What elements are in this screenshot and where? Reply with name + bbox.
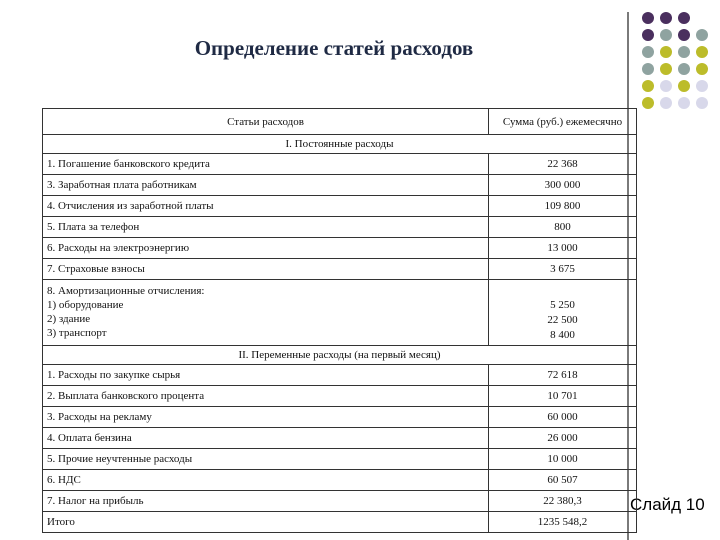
decorative-dot [642,63,654,75]
decorative-dot [696,46,708,58]
table-row [43,470,637,491]
row-value: 1235 548,2 [489,512,637,533]
amortization-line: 8. Амортизационные отчисления: [47,285,205,297]
row-item: 2. Выплата банковского процента [43,386,489,407]
decorative-dot [678,80,690,92]
decorative-dot [696,63,708,75]
expense-table [42,108,637,533]
row-item: Итого [43,512,489,533]
row-item: 7. Налог на прибыль [43,491,489,512]
slide-number: Слайд 10 [630,495,705,514]
row-value: 60 507 [489,470,637,491]
header-value: Сумма (руб.) ежемесячно [489,109,637,135]
row-value: 10 000 [489,449,637,470]
decorative-dot [642,97,654,109]
table-header-row [43,109,637,135]
table-row [43,491,637,512]
decorative-dot [660,46,672,58]
decorative-dot [660,97,672,109]
decorative-dot [678,46,690,58]
amortization-line: 2) здание [47,313,91,325]
table-row [43,259,637,280]
decorative-dot [678,63,690,75]
row-value: 60 000 [489,407,637,428]
row-item [43,280,489,346]
table-row [43,196,637,217]
section-row [43,346,637,365]
decorative-dot [660,12,672,24]
row-item: 1. Погашение банковского кредита [43,154,489,175]
row-value: 3 675 [489,259,637,280]
table-row-amortization [43,280,637,346]
row-value: 13 000 [489,238,637,259]
table-row [43,386,637,407]
dot-grid-decoration [640,10,720,120]
decorative-dot [696,29,708,41]
amortization-value: 5 250 [550,299,575,311]
section-row [43,135,637,154]
table-row [43,449,637,470]
decorative-dot [678,29,690,41]
table-row [43,238,637,259]
row-item: 5. Плата за телефон [43,217,489,238]
row-value: 26 000 [489,428,637,449]
row-value: 300 000 [489,175,637,196]
decorative-dot [642,29,654,41]
row-item: 3. Расходы на рекламу [43,407,489,428]
decorative-dot [660,63,672,75]
header-item: Статьи расходов [43,109,489,135]
amortization-value: 22 500 [547,314,578,326]
row-value: 22 380,3 [489,491,637,512]
table-row [43,407,637,428]
row-item: 6. НДС [43,470,489,491]
slide-title: Определение статей расходов [194,36,474,60]
decorative-dot [660,29,672,41]
row-item: 6. Расходы на электроэнергию [43,238,489,259]
decorative-dot [678,12,690,24]
row-item: 4. Отчисления из заработной платы [43,196,489,217]
row-value: 800 [489,217,637,238]
decorative-dot [696,97,708,109]
row-value: 22 368 [489,154,637,175]
decorative-dot [696,80,708,92]
row-value: 10 701 [489,386,637,407]
table-row [43,175,637,196]
decorative-dot [678,97,690,109]
amortization-line: 3) транспорт [47,327,107,339]
row-item: 4. Оплата бензина [43,428,489,449]
decorative-dot [642,12,654,24]
decorative-dot [642,80,654,92]
section-title: II. Переменные расходы (на первый месяц) [43,346,637,365]
row-item: 5. Прочие неучтенные расходы [43,449,489,470]
row-value: 109 800 [489,196,637,217]
amortization-value: 8 400 [550,329,575,341]
decorative-dot [660,80,672,92]
table-row [43,365,637,386]
row-item: 7. Страховые взносы [43,259,489,280]
row-item: 1. Расходы по закупке сырья [43,365,489,386]
table-row [43,428,637,449]
table-row [43,217,637,238]
amortization-line: 1) оборудование [47,299,124,311]
table-row [43,154,637,175]
decorative-dot [642,46,654,58]
row-value [489,280,637,346]
table-row-total [43,512,637,533]
section-title: I. Постоянные расходы [43,135,637,154]
row-item: 3. Заработная плата работникам [43,175,489,196]
row-value: 72 618 [489,365,637,386]
